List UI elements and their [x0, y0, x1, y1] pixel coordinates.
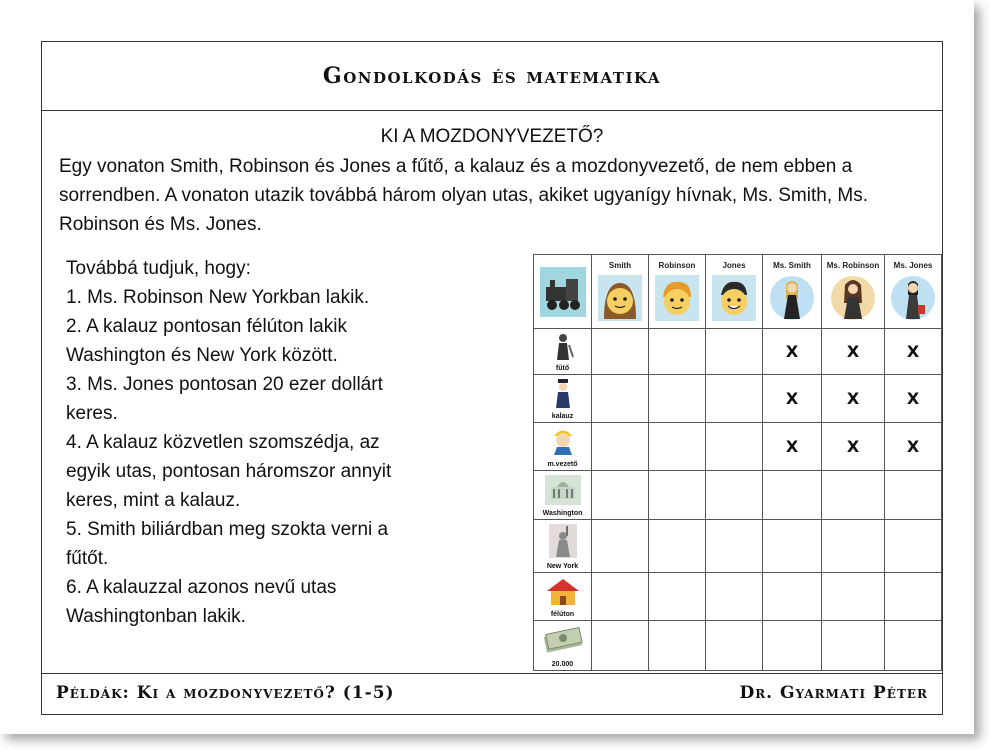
col-label: Ms. Jones [893, 261, 933, 270]
grid-cell[interactable] [763, 573, 822, 621]
clue-line: keres. [66, 403, 118, 424]
grid-cell[interactable] [822, 520, 885, 573]
grid-cell[interactable]: X [822, 423, 885, 471]
grid-cell[interactable] [706, 573, 763, 621]
grid-cell[interactable] [763, 471, 822, 520]
row-label: félúton [550, 611, 575, 618]
grid-cell[interactable] [649, 329, 706, 375]
grid-cell[interactable] [706, 471, 763, 520]
boy-face-icon [655, 275, 699, 321]
grid-cell[interactable] [822, 573, 885, 621]
col-label: Ms. Smith [773, 261, 811, 270]
title-bar [42, 42, 942, 111]
grid-cell[interactable] [592, 329, 649, 375]
grid-cell[interactable] [885, 520, 942, 573]
row-label: Washington [542, 510, 583, 517]
col-header-ms-jones [885, 255, 942, 329]
clue-line: 4. A kalauz közvetlen szomszédja, az [66, 432, 380, 453]
grid-cell[interactable] [649, 375, 706, 423]
locomotive-icon [540, 267, 586, 317]
woman-figure-icon [770, 275, 814, 321]
grid-row-futo [534, 329, 942, 375]
clue-line: keres, mint a kalauz. [66, 490, 241, 511]
page-title: Gondolkodás és matematika [322, 63, 662, 89]
grid-row-washington [534, 471, 942, 520]
col-label: Jones [722, 261, 746, 270]
grid-cell[interactable] [885, 573, 942, 621]
row-label: New York [546, 563, 579, 570]
grid-cell[interactable] [592, 621, 649, 671]
col-header-robinson [649, 255, 706, 329]
grid-cell[interactable] [885, 471, 942, 520]
col-label: Robinson [658, 261, 696, 270]
logic-grid [533, 254, 942, 671]
clue-line: 3. Ms. Jones pontosan 20 ezer dollárt [66, 374, 383, 395]
clue-line: 5. Smith biliárdban meg szokta verni a [66, 519, 389, 540]
grid-cell[interactable] [706, 423, 763, 471]
row-label: kalauz [551, 413, 574, 420]
clue-line: 1. Ms. Robinson New Yorkban lakik. [66, 287, 370, 308]
clue-line: 6. A kalauzzal azonos nevű utas [66, 577, 337, 598]
grid-cell[interactable]: X [822, 375, 885, 423]
row-label: m.vezető [547, 461, 578, 468]
grid-cell[interactable] [649, 423, 706, 471]
footer-bar [42, 673, 942, 714]
row-label: 20.000 [551, 661, 574, 668]
clue-line: egyik utas, pontosan háromszor annyit [66, 461, 392, 482]
grid-cell[interactable] [592, 375, 649, 423]
grid-row-mvezeto [534, 423, 942, 471]
house-icon [545, 577, 581, 607]
row-label: fűtő [555, 365, 570, 372]
row-header [534, 621, 592, 671]
grid-cell[interactable] [649, 520, 706, 573]
grid-cell[interactable] [706, 329, 763, 375]
footer-example-title: Példák: Ki a mozdonyvezető? (1-5) [56, 683, 395, 703]
col-header-ms-smith [763, 255, 822, 329]
grid-corner [534, 255, 592, 329]
grid-cell[interactable] [592, 573, 649, 621]
grid-cell[interactable]: X [822, 329, 885, 375]
grid-cell[interactable]: X [885, 375, 942, 423]
clue-line: 2. A kalauz pontosan félúton lakik [66, 316, 347, 337]
girl-face-icon [598, 275, 642, 321]
col-header-smith [592, 255, 649, 329]
woman-figure-icon [891, 275, 935, 321]
money-icon [543, 625, 583, 653]
grid-cell[interactable] [592, 423, 649, 471]
grid-row-feluton [534, 573, 942, 621]
row-header [534, 520, 592, 573]
col-header-ms-robinson [822, 255, 885, 329]
grid-cell[interactable] [649, 573, 706, 621]
grid-cell[interactable] [706, 520, 763, 573]
grid-cell[interactable]: X [763, 329, 822, 375]
row-header [534, 423, 592, 471]
statue-of-liberty-icon [549, 524, 577, 558]
capitol-icon [545, 475, 581, 505]
grid-cell[interactable] [763, 621, 822, 671]
row-header [534, 375, 592, 423]
grid-cell[interactable] [649, 621, 706, 671]
grid-cell[interactable] [706, 621, 763, 671]
row-header [534, 471, 592, 520]
grid-cell[interactable]: X [885, 329, 942, 375]
clue-line: fűtőt. [66, 548, 109, 569]
grid-cell[interactable]: X [763, 423, 822, 471]
grid-cell[interactable]: X [763, 375, 822, 423]
row-header [534, 329, 592, 375]
clue-line: Továbbá tudjuk, hogy: [66, 258, 251, 279]
puzzle-heading: KI A MOZDONYVEZETŐ? [380, 126, 604, 147]
row-header [534, 573, 592, 621]
clue-list [66, 254, 486, 631]
grid-cell[interactable] [885, 621, 942, 671]
col-header-jones [706, 255, 763, 329]
clue-line: Washingtonban lakik. [66, 606, 246, 627]
grid-row-20000 [534, 621, 942, 671]
grid-cell[interactable]: X [885, 423, 942, 471]
grid-cell[interactable] [822, 471, 885, 520]
engineer-icon [551, 427, 575, 455]
grid-row-kalauz [534, 375, 942, 423]
grid-header-row [534, 255, 942, 329]
grid-row-new-york [534, 520, 942, 573]
col-label: Smith [608, 261, 632, 270]
grid-cell[interactable] [649, 471, 706, 520]
grid-cell[interactable] [822, 621, 885, 671]
grid-cell[interactable] [592, 471, 649, 520]
grid-cell[interactable] [592, 520, 649, 573]
page-frame [41, 41, 943, 715]
man-face-icon [712, 275, 756, 321]
woman-figure-icon [831, 275, 875, 321]
conductor-icon [552, 379, 574, 409]
grid-cell[interactable] [763, 520, 822, 573]
grid-cell[interactable] [706, 375, 763, 423]
clue-line: Washington és New York között. [66, 345, 338, 366]
stoker-icon [552, 333, 574, 361]
footer-author: Dr. Gyarmati Péter [739, 683, 928, 703]
puzzle-intro: Egy vonaton Smith, Robinson és Jones a fűtő, a kalauz és a mozdonyvezető, de nem ebben a sorrendben. A vonaton utazik továbbá három olyan utas, akiket ugyanígy hívnak, Ms. Smith, Ms. Robinson és Ms. Jones. [59, 156, 868, 235]
col-label: Ms. Robinson [826, 261, 880, 270]
